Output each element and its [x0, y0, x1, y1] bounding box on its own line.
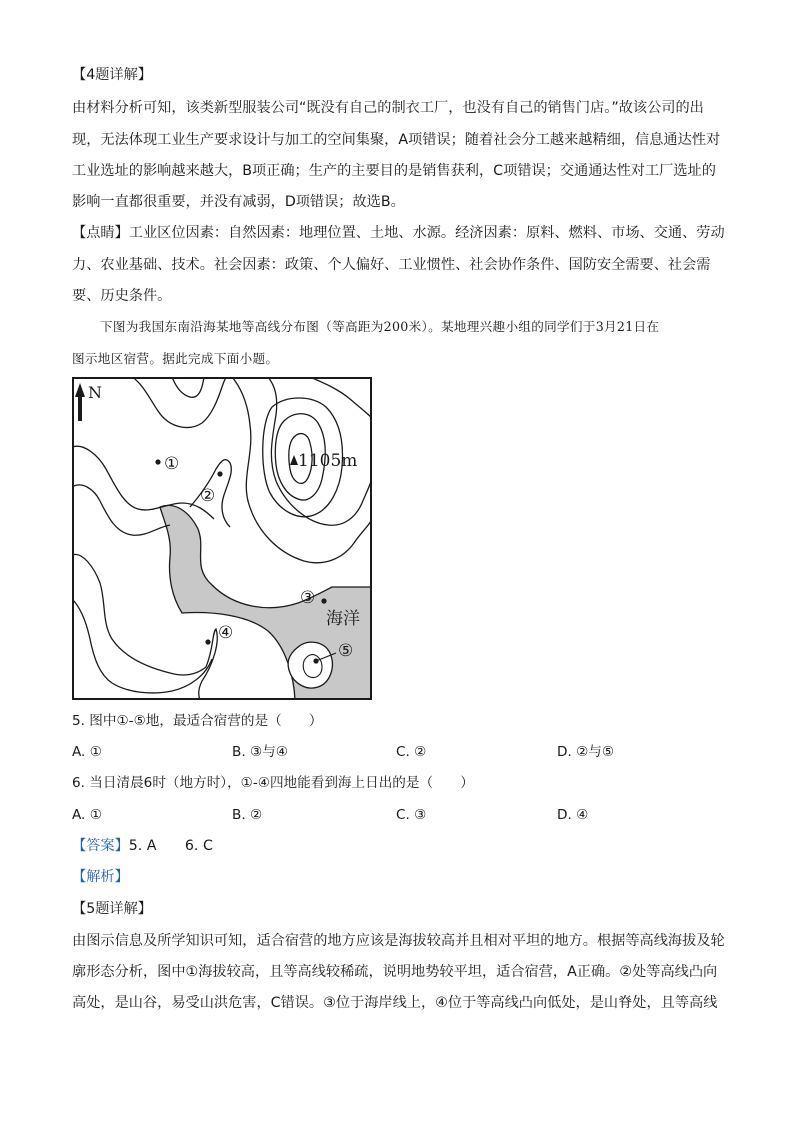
q5-option-d: D. ②与⑤ — [557, 744, 615, 760]
peak-triangle-icon — [290, 455, 298, 465]
dianjing-line-1: 工业区位因素：自然因素：地理位置、土地、水源。经济因素：原料、燃料、市场、交通、劳动 — [128, 225, 725, 241]
question-5-stem: 5. 图中①-⑤地，最适合宿营的是（ ） — [72, 713, 323, 729]
q5-heading: 【5题详解】 — [72, 901, 152, 917]
contour-line — [310, 377, 372, 419]
dianjing-line-2: 力、农业基础、技术。社会因素：政策、个人偏好、工业惯性、社会协作条件、国防安全需要、社会需 — [72, 257, 711, 273]
north-arrow-icon — [75, 383, 85, 397]
point-2-dot — [217, 471, 222, 476]
q4-line-1: 由材料分析可知，该类新型服装公司“既没有自己的制衣工厂，也没有自己的销售门店。”故该公司的出 — [72, 100, 704, 116]
q6-option-b: B. ② — [232, 807, 263, 823]
answer-line — [72, 836, 213, 856]
point-4-label: ④ — [218, 623, 234, 643]
island-contour-inner — [303, 655, 322, 678]
answer-text: 5. A 6. C — [128, 838, 213, 854]
q5-line-2: 廓形态分析，图中①海拔较高，且等高线较稀疏，说明地势较平坦，适合宿营，A正确。②处等高线凸向 — [72, 964, 718, 980]
point-1-dot — [155, 459, 160, 464]
intro-line-2: 图示地区宿营。据此完成下面小题。 — [72, 351, 279, 366]
sea-label: 海洋 — [326, 609, 360, 629]
answer-label: 【答案】 — [72, 838, 129, 854]
contour-line — [72, 446, 214, 519]
contour-map — [72, 377, 372, 700]
sea-area — [160, 505, 372, 700]
q5-line-3: 高处，是山谷，易受山洪危害，C错误。③位于海岸线上，④位于等高线凸向低处，是山脊处，且等高线 — [72, 995, 718, 1011]
point-5-label: ⑤ — [338, 641, 354, 661]
q6-option-d: D. ④ — [557, 807, 589, 823]
q5-option-a: A. ① — [72, 744, 102, 760]
peak-label: 1105m — [298, 451, 358, 471]
point-4-dot — [205, 639, 210, 644]
contour-line — [132, 377, 227, 427]
q5-line-1: 由图示信息及所学知识可知，适合宿营的地方应该是海拔较高并且相对平坦的地方。根据等高线海拔及轮 — [72, 933, 725, 949]
intro-line-1: 下图为我国东南沿海某地等高线分布图（等高距为200米）。某地理兴趣小组的同学们于3月21日在 — [100, 319, 660, 334]
point-3-label: ③ — [300, 588, 316, 608]
dianjing-paragraph — [72, 223, 725, 243]
q6-option-a: A. ① — [72, 807, 102, 823]
question-6-stem: 6. 当日清晨6时（地方时），①-④四地能看到海上日出的是（ ） — [72, 775, 474, 791]
q5-option-b: B. ③与④ — [232, 744, 288, 760]
q5-option-c: C. ② — [396, 744, 427, 760]
q4-line-3: 工业选址的影响越来越大，B项正确；生产的主要目的是销售获利，C项错误；交通通达性对工厂选址的 — [72, 163, 716, 179]
point-2-label: ② — [200, 486, 216, 506]
dianjing-line-3: 要、历史条件。 — [72, 288, 172, 304]
q4-heading: 【4题详解】 — [72, 67, 152, 83]
north-arrow-shaft — [78, 395, 82, 421]
north-label: N — [88, 383, 102, 402]
q4-line-2: 现，无法体现工业生产要求设计与加工的空间集聚，A项错误；随着社会分工越来越精细，信息通达性对 — [72, 132, 721, 148]
dianjing-label: 【点睛】 — [72, 225, 129, 241]
analysis-label: 【解析】 — [72, 869, 129, 885]
point-1-label: ① — [164, 454, 180, 474]
q4-line-4: 影响一直都很重要，并没有减弱，D项错误；故选B。 — [72, 194, 405, 210]
contour-line — [172, 377, 204, 397]
q6-option-c: C. ③ — [396, 807, 427, 823]
contour-line — [72, 485, 170, 535]
point-3-dot — [321, 598, 326, 603]
